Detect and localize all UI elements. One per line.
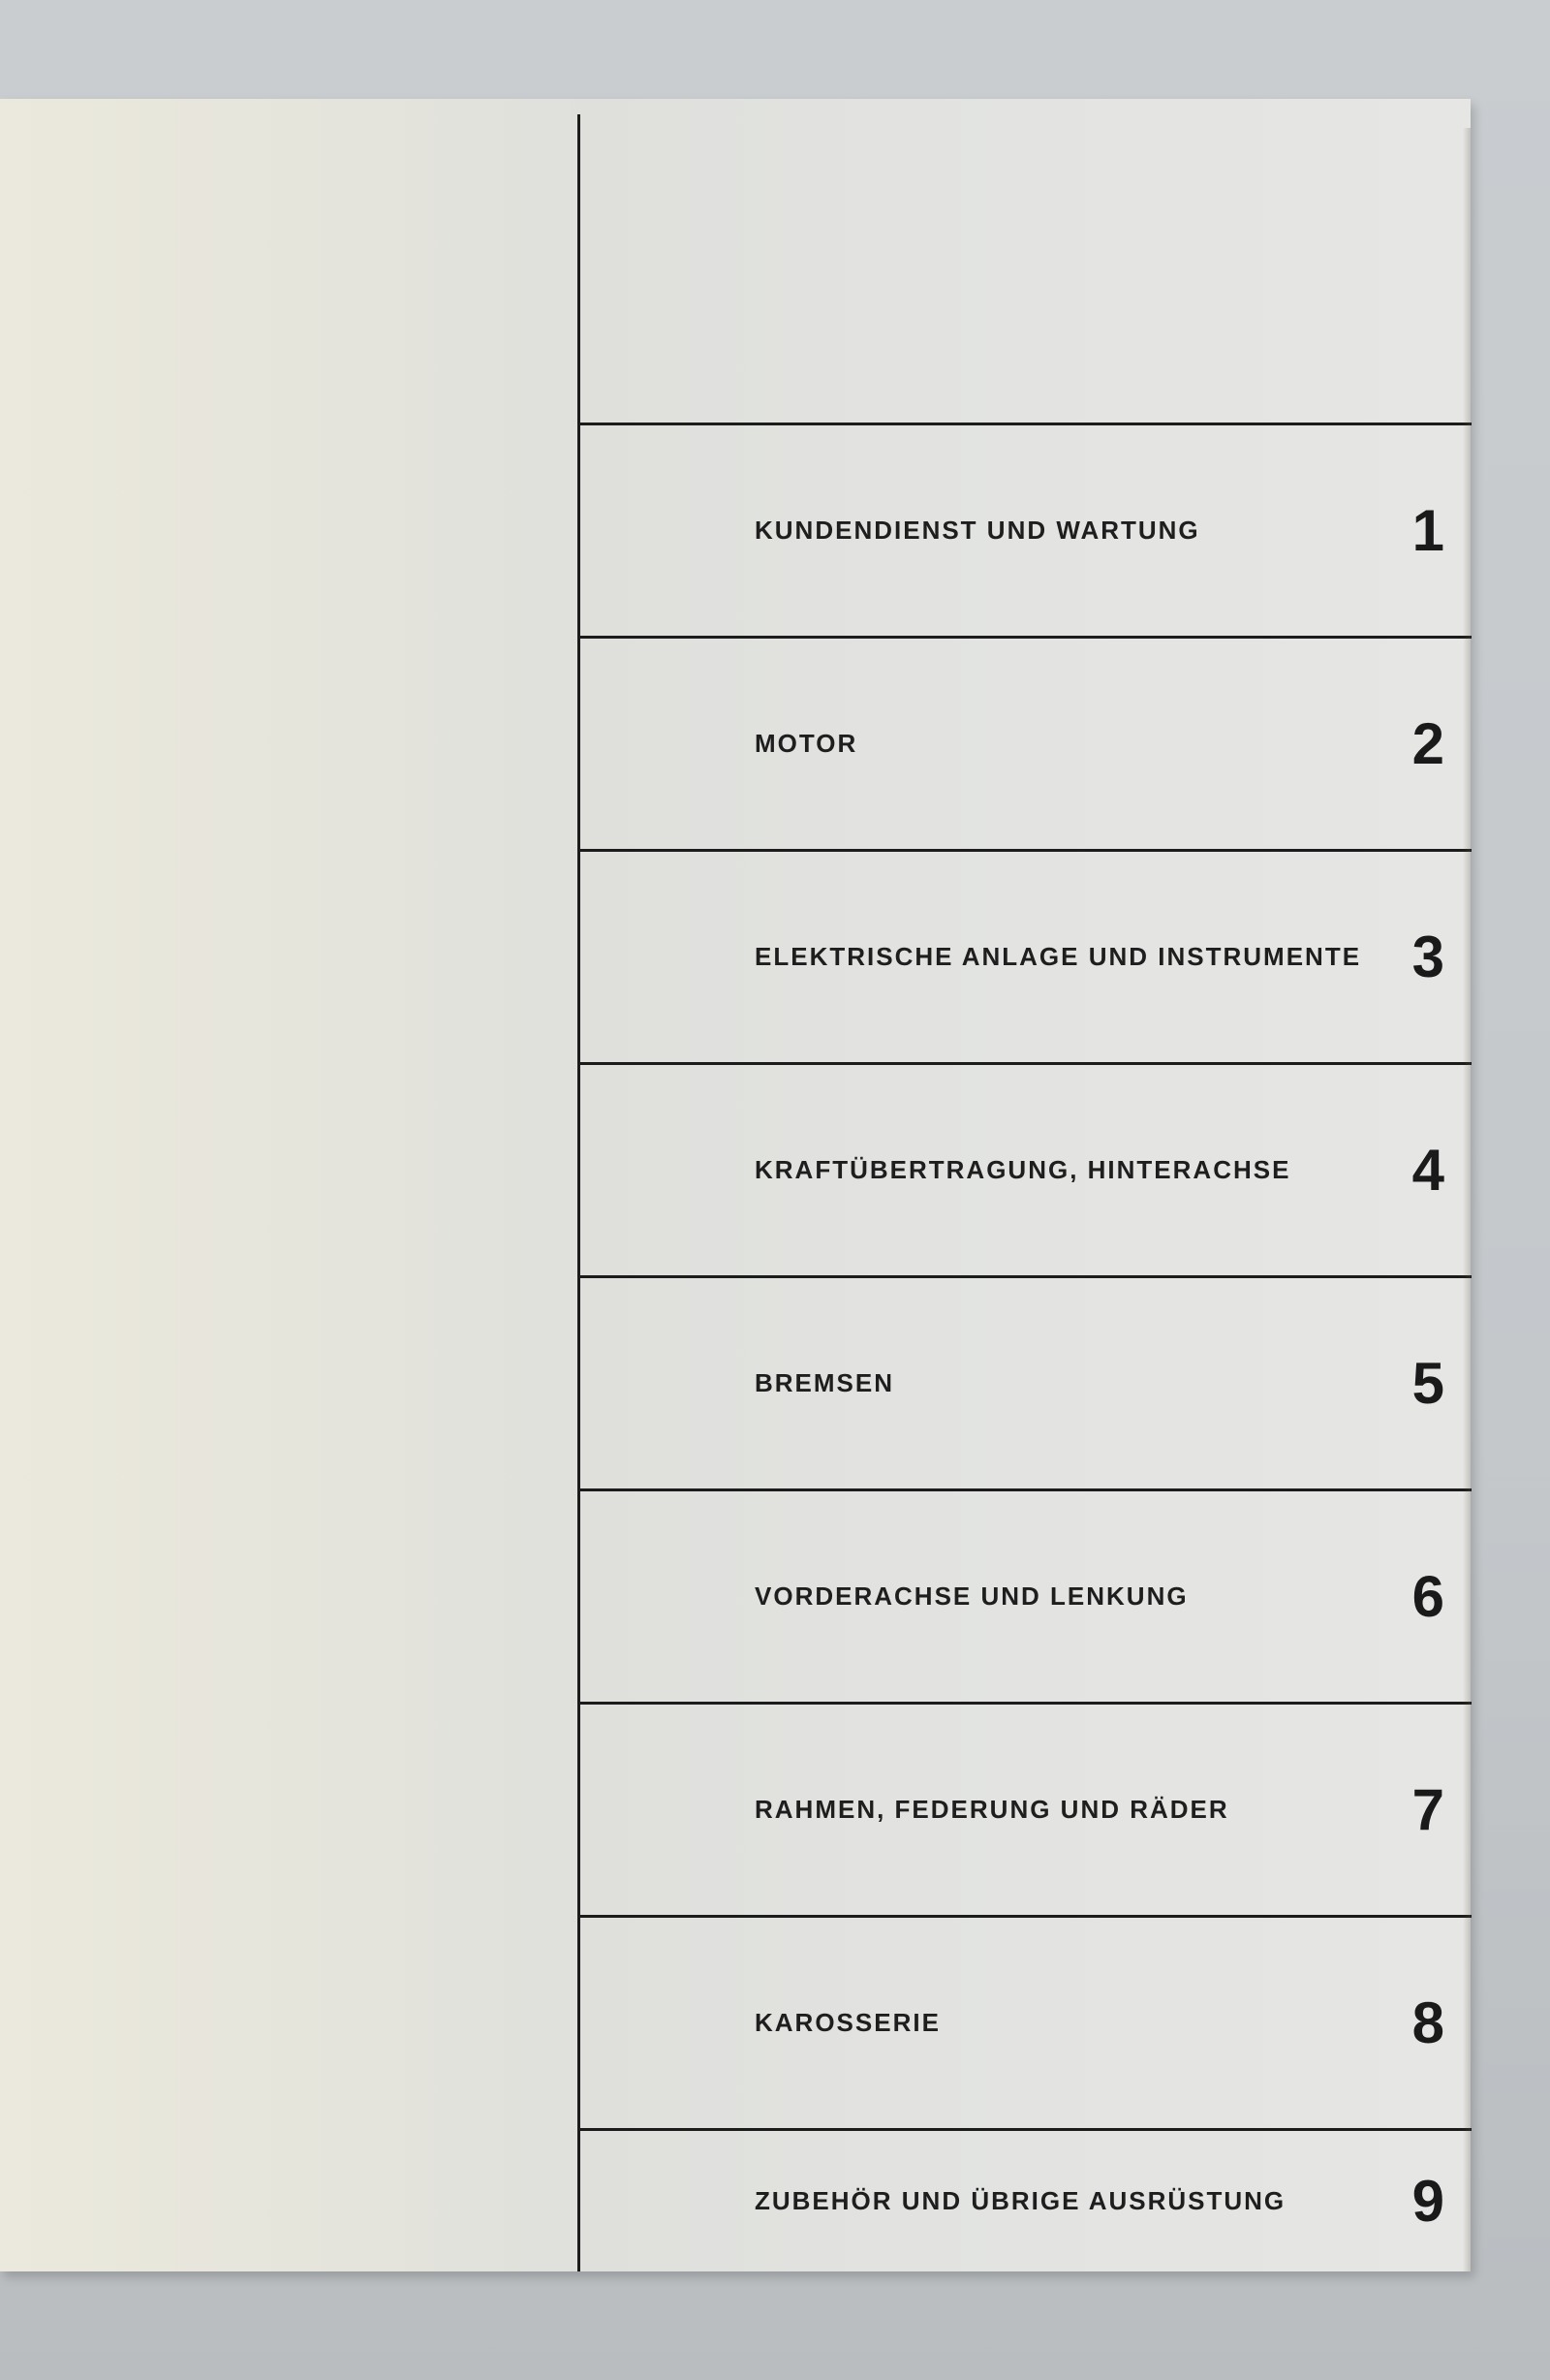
- section-number: 6: [1411, 1564, 1444, 1629]
- section-tab-index: [580, 423, 1472, 2271]
- section-tab-8[interactable]: [580, 1915, 1472, 2128]
- section-number: 2: [1411, 711, 1444, 776]
- section-number: 8: [1411, 1990, 1444, 2055]
- section-number: 4: [1411, 1138, 1444, 1203]
- section-number: 1: [1411, 498, 1444, 563]
- section-tab-1[interactable]: [580, 423, 1472, 636]
- section-title: MOTOR: [755, 729, 858, 758]
- manual-page: [0, 99, 1471, 2271]
- section-title: VORDERACHSE UND LENKUNG: [755, 1581, 1189, 1611]
- section-tab-4[interactable]: [580, 1062, 1472, 1275]
- section-title: BREMSEN: [755, 1368, 895, 1397]
- section-number: 9: [1411, 2169, 1444, 2234]
- section-title: ELEKTRISCHE ANLAGE UND INSTRUMENTE: [755, 942, 1362, 971]
- section-title: KRAFTÜBERTRAGUNG, HINTERACHSE: [755, 1155, 1291, 1184]
- section-tab-2[interactable]: [580, 636, 1472, 849]
- section-tab-5[interactable]: [580, 1275, 1472, 1488]
- section-number: 3: [1411, 924, 1444, 989]
- blank-header-area: [580, 114, 1472, 423]
- section-tab-7[interactable]: [580, 1702, 1472, 1915]
- page-edge-shadow: [1463, 128, 1471, 2271]
- section-tab-3[interactable]: [580, 849, 1472, 1062]
- section-title: ZUBEHÖR UND ÜBRIGE AUSRÜSTUNG: [755, 2186, 1286, 2215]
- section-title: KUNDENDIENST UND WARTUNG: [755, 516, 1200, 545]
- section-number: 5: [1411, 1351, 1444, 1416]
- section-title: RAHMEN, FEDERUNG UND RÄDER: [755, 1795, 1229, 1824]
- section-tab-6[interactable]: [580, 1488, 1472, 1702]
- section-number: 7: [1411, 1777, 1444, 1842]
- section-tab-9[interactable]: [580, 2128, 1472, 2271]
- section-title: KAROSSERIE: [755, 2008, 941, 2037]
- blank-left-margin: [0, 99, 572, 2271]
